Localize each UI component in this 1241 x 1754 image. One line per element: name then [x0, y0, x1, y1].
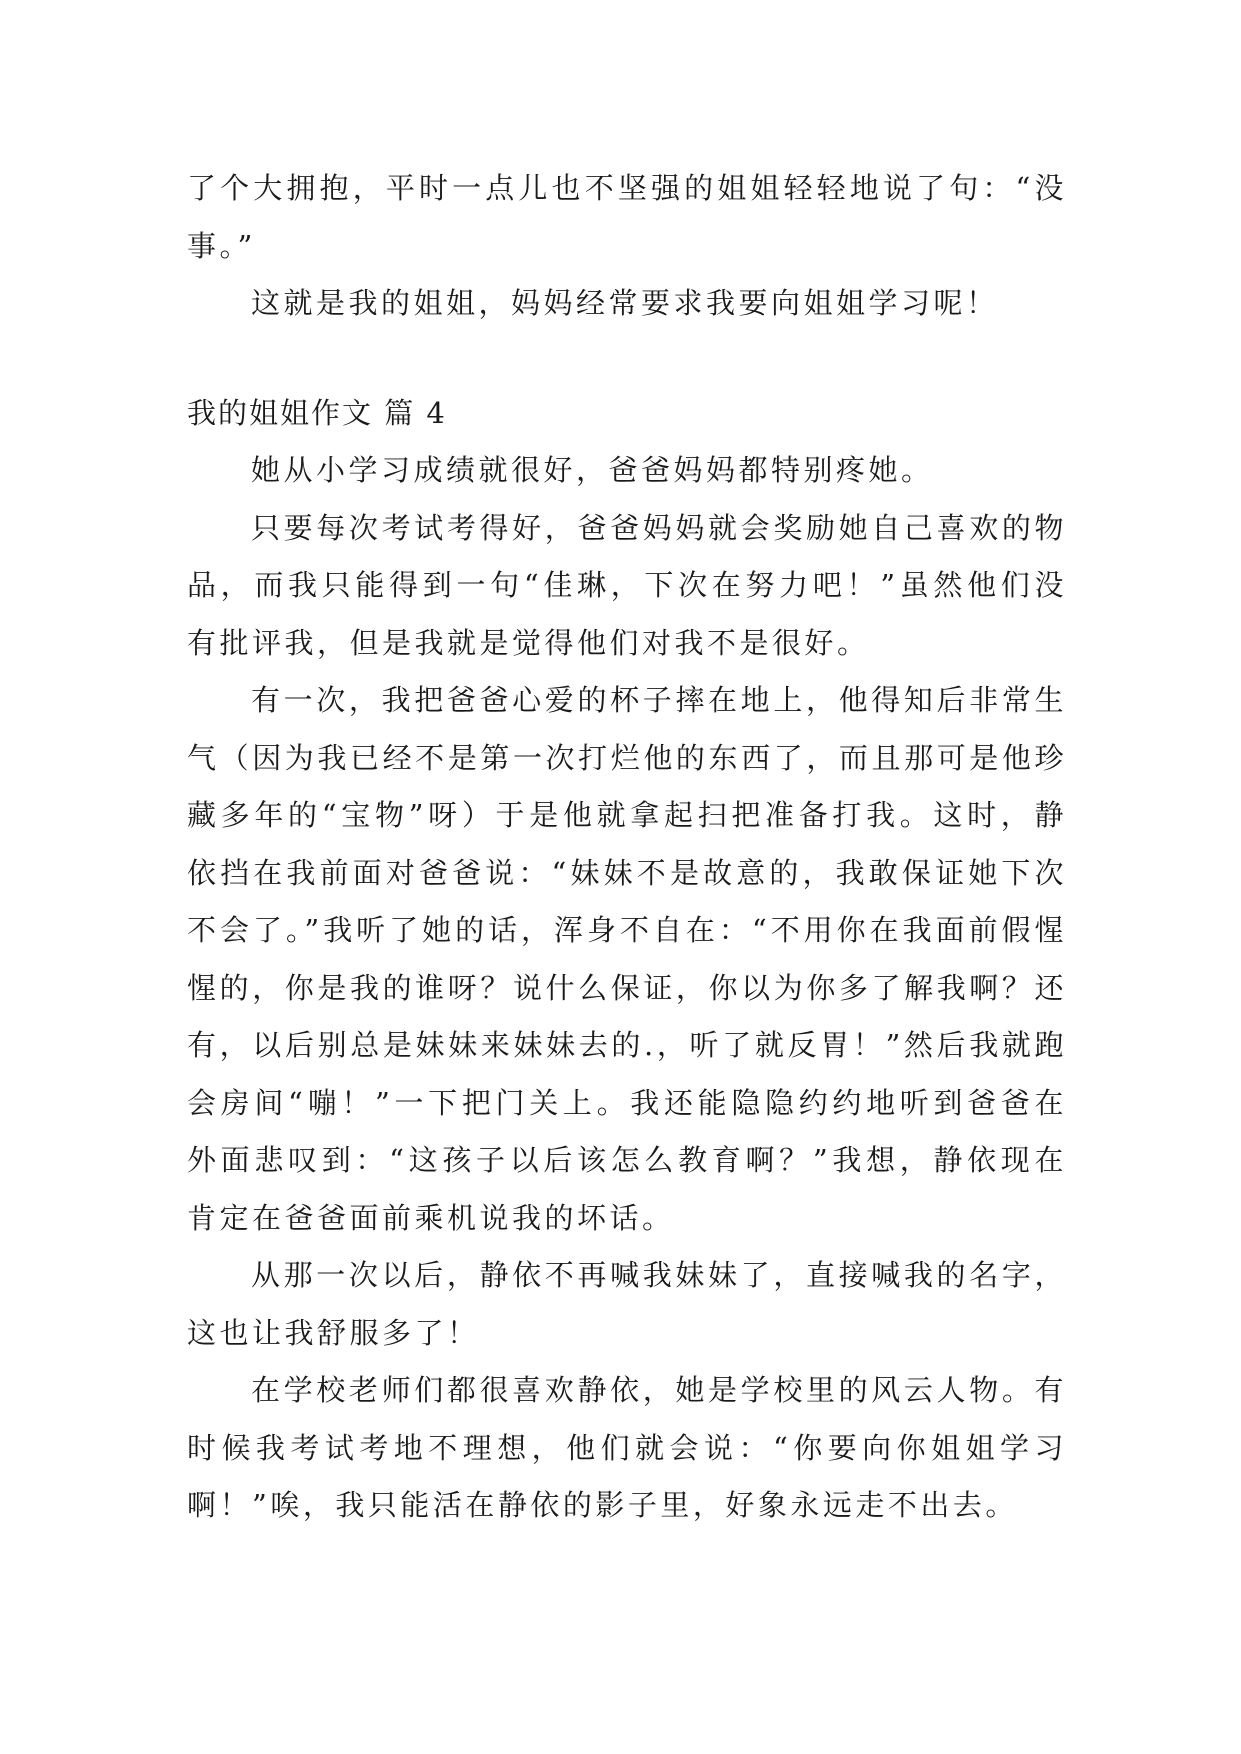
section-heading: 我的姐姐作文 篇 4 — [187, 395, 447, 430]
paragraph: 她从小学习成绩就很好，爸爸妈妈都特别疼她。 — [251, 453, 934, 487]
closing-paragraph: 这就是我的姐姐，妈妈经常要求我要向姐姐学习呢！ — [251, 286, 999, 320]
paragraph: 在学校老师们都很喜欢静依，她是学校里的风云人物。有时候我考试考地不理想，他们就会说：“你要向你姐姐学习啊！”唉，我只能活在静依的影子里，好象永远走不出去。 — [187, 1373, 1067, 1522]
paragraph: 只要每次考试考得好，爸爸妈妈就会奖励她自己喜欢的物品，而我只能得到一句“佳琳，下次在努力吧！”虽然他们没有批评我，但是我就是觉得他们对我不是很好。 — [187, 510, 1067, 660]
paragraph: 从那一次以后，静依不再喊我妹妹了，直接喊我的名字，这也让我舒服多了！ — [187, 1258, 1067, 1350]
paragraph: 有一次，我把爸爸心爱的杯子摔在地上，他得知后非常生气（因为我已经不是第一次打烂他的东西了，而且那可是他珍藏多年的“宝物”呀）于是他就拿起扫把准备打我。这时，静依挡在我前面对爸爸说：“妹妹不是故意的，我敢保证她下次不会了。”我听了她的话，浑身不自在：“不用你在我面前假惺惺的，你是我的谁呀？说什么保证，你以为你多了解我啊？还有，以后别总是妹妹来妹妹去的.，听了就反胃！”然后我就跑会房间“嘣！”一下把门关上。我还能隐隐约约地听到爸爸在外面悲叹到：“这孩子以后该怎么教育啊？”我想，静依现在肯定在爸爸面前乘机说我的坏话。 — [187, 683, 1067, 1235]
document-body — [187, 160, 1067, 1535]
continued-paragraph: 了个大拥抱，平时一点儿也不坚强的姐姐轻轻地说了句：“没事。” — [187, 171, 1067, 263]
section-gap — [187, 333, 1067, 385]
